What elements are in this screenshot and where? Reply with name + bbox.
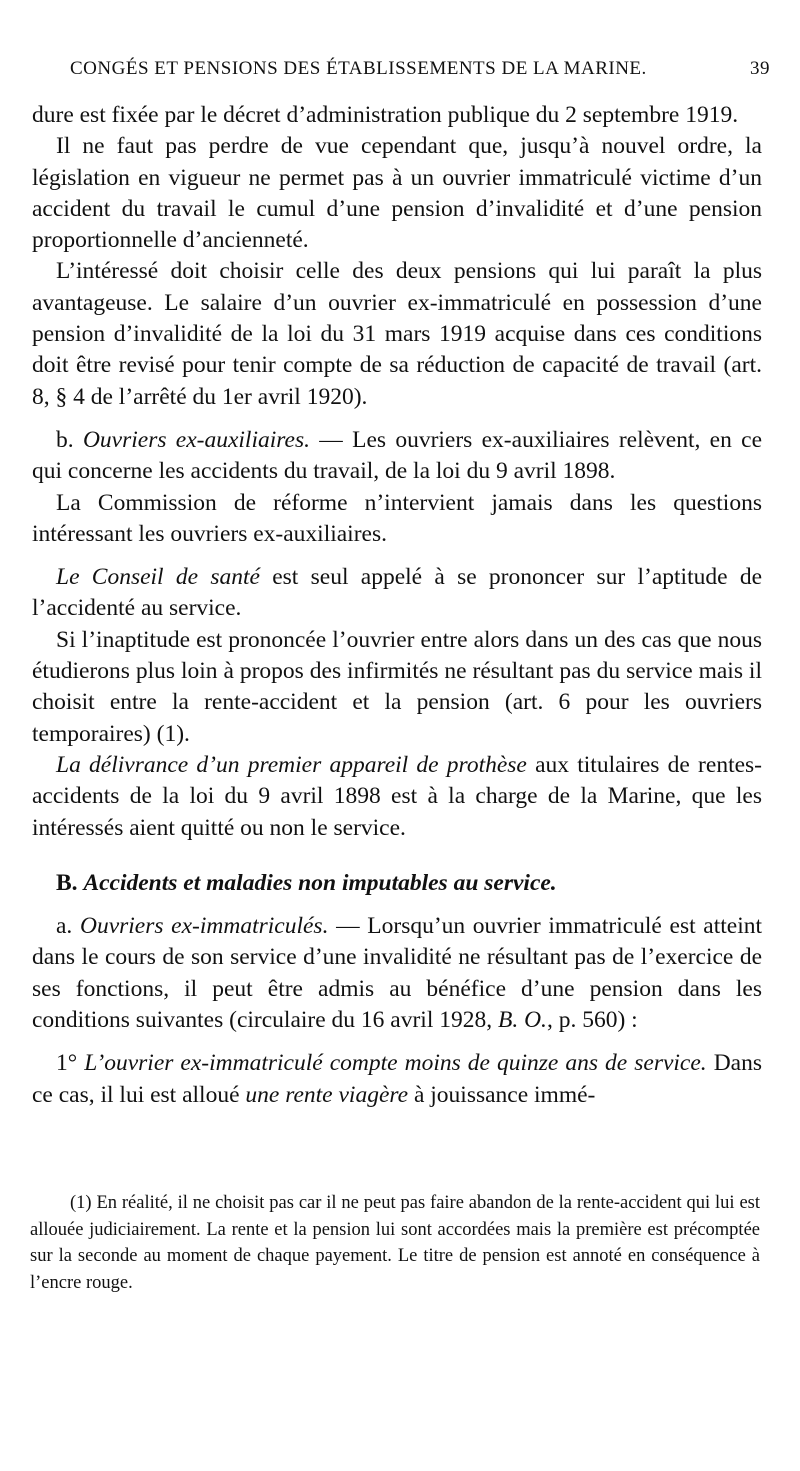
footnotes bbox=[30, 1190, 760, 1296]
paragraph bbox=[32, 750, 762, 844]
section-title: Accidents et maladies non imputables au service. bbox=[83, 869, 557, 896]
emphasis: La délivrance d’un premier appareil de prothèse bbox=[56, 751, 527, 778]
reference: B. O. bbox=[497, 1007, 547, 1034]
paragraph-text: est seul appelé à se prononcer sur l’aptitude de l’accidenté au service. bbox=[32, 564, 762, 622]
subsection-label: b. bbox=[56, 426, 74, 453]
paragraph bbox=[32, 562, 762, 625]
subsection-heading: L’ouvrier ex-immatriculé compte moins de quinze ans de service. bbox=[84, 1050, 707, 1077]
paragraph: L’intéressé doit choisir celle des deux pensions qui lui paraît la plus avantageuse. Le salaire d’un ouvrier ex-immatriculé en possession d’une pension d’invalidité de la loi du 31 mars 1919 acquise dans ces conditions doit être revisé pour tenir compte de sa réduction de capacité de travail (art. 8, § 4 de l’arrêté du 1er avril 1920). bbox=[32, 258, 762, 410]
subsection-paragraph bbox=[32, 425, 762, 488]
paragraph-text: à jouissance immé- bbox=[408, 1081, 596, 1108]
subsection-paragraph bbox=[32, 911, 762, 1036]
section-label: B. bbox=[56, 869, 78, 896]
paragraph-text: , p. 560) : bbox=[546, 1007, 638, 1034]
body-text bbox=[32, 100, 762, 1111]
section-heading bbox=[32, 868, 762, 899]
paragraph-text: aux titulaires de rentes-accidents de la loi du 9 avril 1898 est à la charge de la Marine, que les intéressés aient quitté ou non le service. bbox=[32, 751, 762, 841]
footnote: (1) En réalité, il ne choisit pas car il ne peut pas faire abandon de la rente-accident qui lui est allouée judiciairement. La rente et la pension lui sont accordées mais la première est précomptée sur la seconde au moment de chaque payement. Le titre de pension est annoté en conséquence à l’encre rouge. bbox=[30, 1193, 760, 1293]
paragraph-text: — Lorsqu’un ouvrier immatriculé est atteint dans le cours de son service d’une invalidité ne résultant pas de l’exercice de ses fonctions, il peut être admis au bénéfice d’une pension dans les conditions suivantes (circulaire du 16 avril 1928, bbox=[32, 913, 763, 1034]
paragraph: La Commission de réforme n’intervient jamais dans les questions intéressant les ouvriers ex-auxiliaires. bbox=[32, 489, 762, 547]
emphasis: Le Conseil de santé bbox=[56, 564, 260, 591]
paragraph-text: — Les ouvriers ex-auxiliaires relèvent, en ce qui concerne les accidents du travail, de la loi du 9 avril 1898. bbox=[32, 426, 763, 485]
page-number: 39 bbox=[750, 58, 770, 79]
subsection-label: a. bbox=[56, 913, 73, 940]
paragraph: dure est fixée par le décret d’administration publique du 2 septembre 1919. bbox=[32, 102, 739, 128]
subsection-label: 1° bbox=[56, 1050, 78, 1077]
page-header bbox=[30, 58, 770, 88]
subsection-heading: Ouvriers ex-auxiliaires. bbox=[82, 426, 310, 453]
emphasis: une rente viagère bbox=[245, 1081, 409, 1108]
paragraph-text: Dans ce cas, il lui est alloué bbox=[32, 1050, 762, 1108]
subsection-heading: Ouvriers ex-immatriculés. bbox=[79, 913, 329, 940]
subsection-paragraph bbox=[32, 1048, 762, 1111]
paragraph: Si l’inaptitude est prononcée l’ouvrier entre alors dans un des cas que nous étudierons plus loin à propos des infirmités ne résultant pas du service mais il choisit entre la rente-accident et la pension (art. 6 pour les ouvriers temporaires) (1). bbox=[32, 626, 762, 747]
running-title: CONGÉS ET PENSIONS DES ÉTABLISSEMENTS DE LA MARINE. bbox=[70, 58, 647, 79]
paragraph: Il ne faut pas perdre de vue cependant que, jusqu’à nouvel ordre, la législation en vigueur ne permet pas à un ouvrier immatriculé victime d’un accident du travail le cumul d’une pension d’invalidité et d’une pension proportionnelle d’ancienneté. bbox=[32, 133, 762, 254]
